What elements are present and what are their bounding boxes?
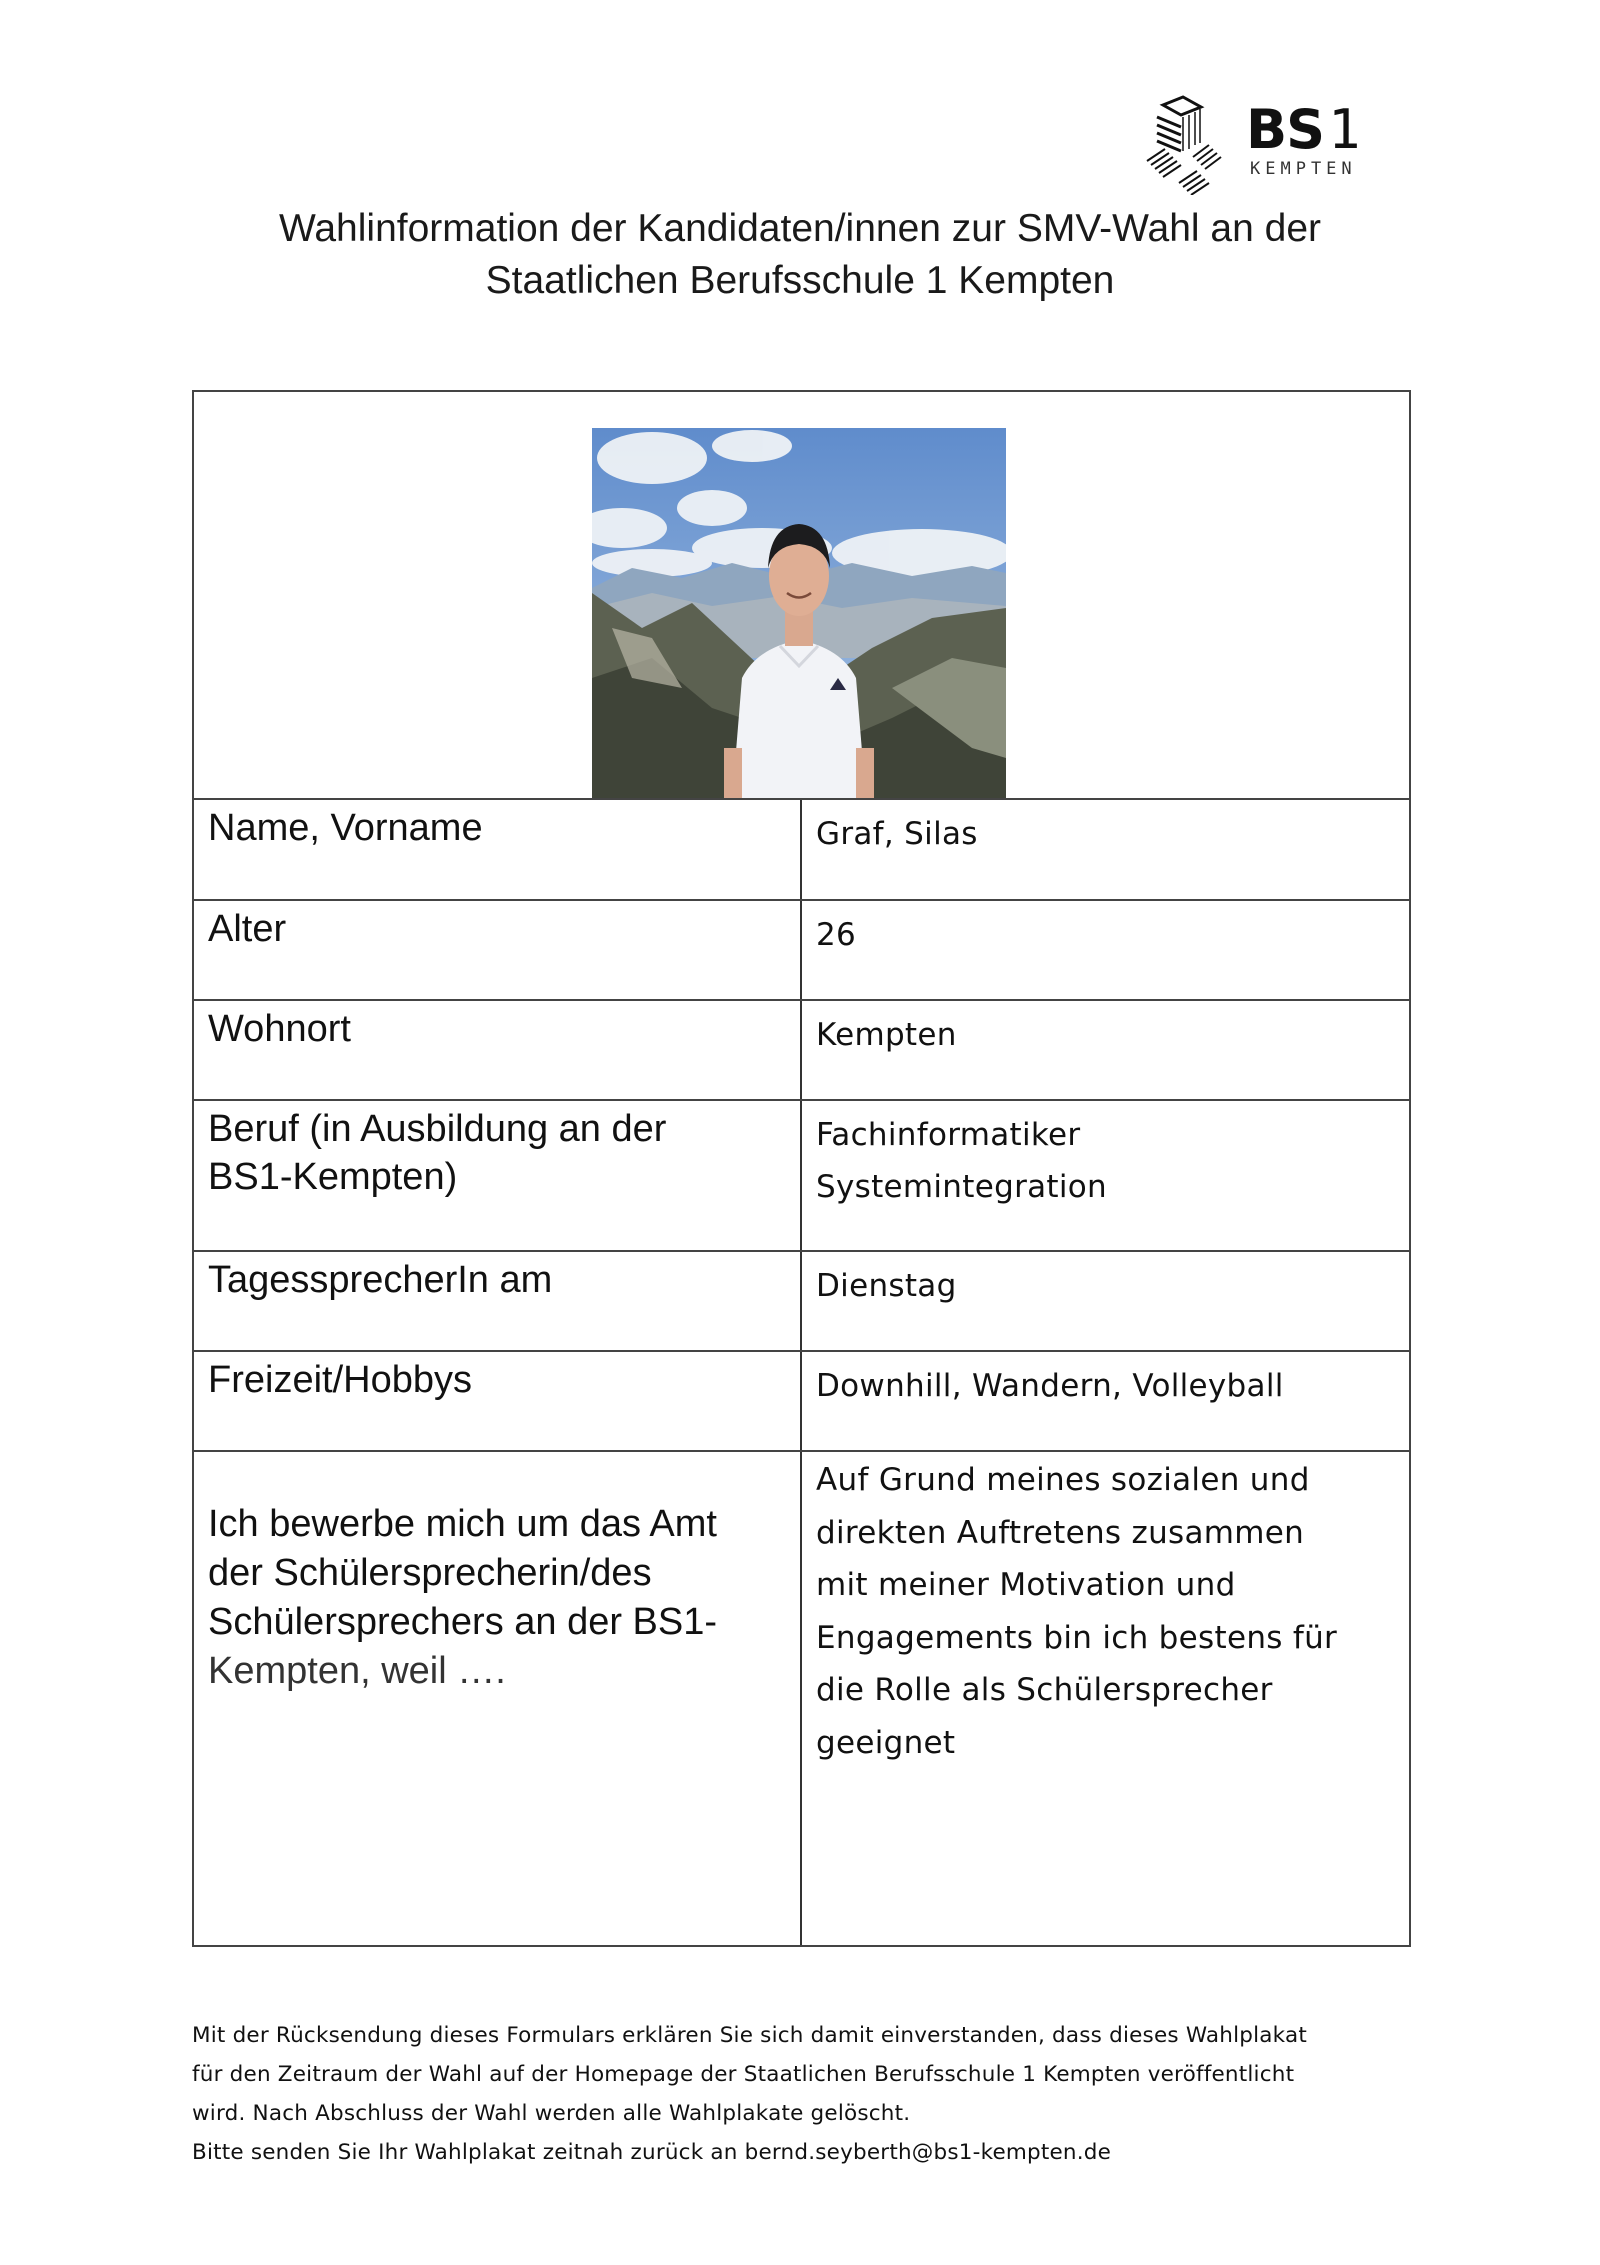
value-motivation-line: direkten Auftretens zusammen bbox=[816, 1514, 1305, 1551]
table-row bbox=[194, 1099, 1409, 1250]
value-day-speaker: Dienstag bbox=[816, 1268, 957, 1304]
value-age: 26 bbox=[816, 917, 857, 953]
label-profession bbox=[194, 1101, 802, 1250]
footer-line: Mit der Rücksendung dieses Formulars erklären Sie sich damit einverstanden, dass dieses Wahlplakat bbox=[192, 2023, 1307, 2048]
value-profession-line: Fachinformatiker bbox=[816, 1117, 1081, 1153]
value-hobbies: Downhill, Wandern, Volleyball bbox=[816, 1368, 1284, 1404]
footer-line: wird. Nach Abschluss der Wahl werden alle Wahlplakate gelöscht. bbox=[192, 2101, 911, 2126]
photo-cell bbox=[194, 392, 1409, 800]
logo-number: 1 bbox=[1328, 98, 1361, 161]
value-motivation bbox=[802, 1452, 1409, 1945]
building-grid-icon bbox=[1143, 95, 1243, 195]
label-day-speaker: TagessprecherIn am bbox=[194, 1252, 802, 1350]
label-profession-line: BS1-Kempten) bbox=[208, 1156, 458, 1198]
consent-footer bbox=[192, 2016, 1422, 2172]
value-motivation-line: die Rolle als Schülersprecher bbox=[816, 1672, 1273, 1708]
value-motivation-line: Auf Grund meines sozialen und bbox=[816, 1462, 1310, 1498]
label-motivation-line: der Schülersprecherin/des bbox=[208, 1552, 652, 1594]
label-hobbies: Freizeit/Hobbys bbox=[194, 1352, 802, 1450]
title-line-1: Wahlinformation der Kandidaten/innen zur SMV-Wahl an der bbox=[279, 207, 1321, 250]
value-motivation-line: Engagements bin ich bestens für bbox=[816, 1619, 1338, 1656]
page-title bbox=[0, 203, 1600, 307]
title-line-2: Staatlichen Berufsschule 1 Kempten bbox=[485, 259, 1115, 302]
label-residence: Wohnort bbox=[194, 1001, 802, 1099]
footer-line-contact: Bitte senden Sie Ihr Wahlplakat zeitnah zurück an bernd.seyberth@bs1-kempten.de bbox=[192, 2140, 1112, 2165]
label-motivation bbox=[194, 1452, 802, 1945]
label-motivation-line: Schülersprechers an der BS1- bbox=[208, 1601, 718, 1643]
table-row bbox=[194, 1350, 1409, 1450]
value-name: Graf, Silas bbox=[816, 816, 978, 852]
school-logo bbox=[1143, 95, 1373, 195]
table-row bbox=[194, 899, 1409, 999]
candidate-photo bbox=[592, 428, 1006, 800]
label-name: Name, Vorname bbox=[194, 800, 802, 899]
value-motivation-line: mit meiner Motivation und bbox=[816, 1567, 1236, 1603]
footer-line: für den Zeitraum der Wahl auf der Homepage der Staatlichen Berufsschule 1 Kempten veröffentlicht bbox=[192, 2062, 1295, 2087]
label-motivation-line: Kempten, weil …. bbox=[208, 1650, 506, 1692]
label-profession-line: Beruf (in Ausbildung an der bbox=[208, 1108, 667, 1150]
value-profession bbox=[802, 1101, 1409, 1250]
value-residence: Kempten bbox=[816, 1017, 957, 1053]
table-row bbox=[194, 798, 1409, 899]
table-row bbox=[194, 1250, 1409, 1350]
table-row bbox=[194, 1450, 1409, 1945]
value-motivation-line: geeignet bbox=[816, 1724, 956, 1761]
photo-illustration bbox=[592, 428, 1006, 800]
logo-name: BS bbox=[1246, 98, 1325, 161]
candidate-info-table bbox=[192, 390, 1411, 1947]
label-age: Alter bbox=[194, 901, 802, 999]
label-motivation-line: Ich bewerbe mich um das Amt bbox=[208, 1503, 717, 1545]
logo-city: KEMPTEN bbox=[1250, 159, 1357, 179]
value-profession-line: Systemintegration bbox=[816, 1169, 1107, 1205]
table-row bbox=[194, 999, 1409, 1099]
